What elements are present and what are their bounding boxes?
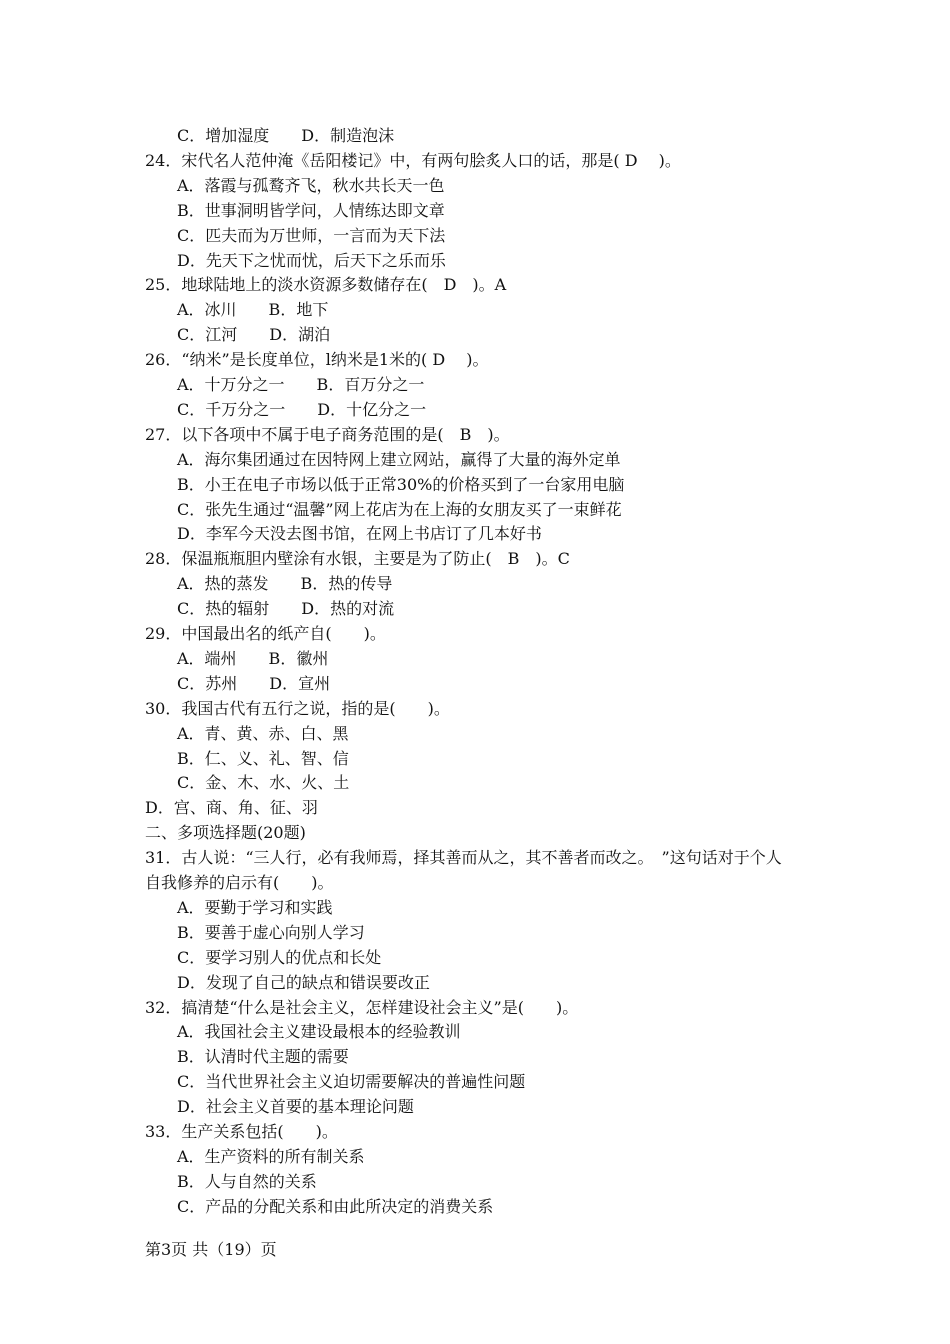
option-line: C．当代世界社会主义迫切需要解决的普遍性问题	[177, 1072, 526, 1091]
option-line: A．要勤于学习和实践	[177, 898, 333, 917]
option-line: D．社会主义首要的基本理论问题	[177, 1097, 414, 1116]
option-line: B．小王在电子市场以低于正常30%的价格买到了一台家用电脑	[177, 475, 625, 494]
question-line: 26．“纳米”是长度单位，l纳米是1米的( D )。	[145, 350, 489, 369]
option-line: C．江河 D．湖泊	[177, 325, 331, 344]
option-line: C．金、木、水、火、土	[177, 773, 350, 792]
option-line: B．要善于虚心向别人学习	[177, 923, 365, 942]
option-line: A．十万分之一 B．百万分之一	[177, 375, 425, 394]
option-line: A．热的蒸发 B．热的传导	[177, 574, 393, 593]
option-line: A．青、黄、赤、白、黑	[177, 724, 349, 743]
question-line: 自我修养的启示有( )。	[145, 873, 334, 892]
option-line: B．人与自然的关系	[177, 1172, 317, 1191]
question-line: 27．以下各项中不属于电子商务范围的是( B )。	[145, 425, 510, 444]
option-line: B．认清时代主题的需要	[177, 1047, 349, 1066]
option-line: D．李军今天没去图书馆，在网上书店订了几本好书	[177, 524, 542, 543]
option-line: A．生产资料的所有制关系	[177, 1147, 365, 1166]
option-line: C．千万分之一 D．十亿分之一	[177, 400, 427, 419]
question-line: 32．搞清楚“什么是社会主义，怎样建设社会主义”是( )。	[145, 998, 579, 1017]
option-line: C．匹夫而为万世师，一言而为天下法	[177, 226, 446, 245]
option-line: B．世事洞明皆学问，人情练达即文章	[177, 201, 445, 220]
option-line: D．先天下之忧而忧，后天下之乐而乐	[177, 251, 446, 270]
question-line: 31．古人说：“三人行，必有我师焉，择其善而从之，其不善者而改之。 ”这句话对于个人	[145, 848, 782, 867]
question-line: 二、多项选择题(20题)	[145, 823, 306, 842]
option-line: A．冰川 B．地下	[177, 300, 329, 319]
question-line: 33．生产关系包括( )。	[145, 1122, 338, 1141]
page-footer: 第3页 共（19）页	[145, 1240, 277, 1259]
option-line: A．落霞与孤鹜齐飞，秋水共长天一色	[177, 176, 445, 195]
option-line: C．张先生通过“温馨”网上花店为在上海的女朋友买了一束鲜花	[177, 500, 622, 519]
question-line: D．宫、商、角、征、羽	[145, 798, 318, 817]
option-line: C．增加湿度 D．制造泡沫	[177, 126, 395, 145]
option-line: C．苏州 D．宣州	[177, 674, 331, 693]
question-line: 29．中国最出名的纸产自( )。	[145, 624, 386, 643]
option-line: C．热的辐射 D．热的对流	[177, 599, 395, 618]
question-line: 24．宋代名人范仲淹《岳阳楼记》中，有两句脍炙人口的话，那是( D )。	[145, 151, 681, 170]
option-line: A．海尔集团通过在因特网上建立网站，赢得了大量的海外定单	[177, 450, 621, 469]
question-line: 28．保温瓶瓶胆内壁涂有水银，主要是为了防止( B )。C	[145, 549, 570, 568]
option-line: A．端州 B．徽州	[177, 649, 329, 668]
option-line: C．产品的分配关系和由此所决定的消费关系	[177, 1197, 494, 1216]
option-line: D．发现了自己的缺点和错误要改正	[177, 973, 430, 992]
option-line: C．要学习别人的优点和长处	[177, 948, 382, 967]
question-line: 25．地球陆地上的淡水资源多数储存在( D )。A	[145, 275, 507, 294]
question-line: 30．我国古代有五行之说，指的是( )。	[145, 699, 450, 718]
option-line: B．仁、义、礼、智、信	[177, 749, 349, 768]
option-line: A．我国社会主义建设最根本的经验教训	[177, 1022, 461, 1041]
